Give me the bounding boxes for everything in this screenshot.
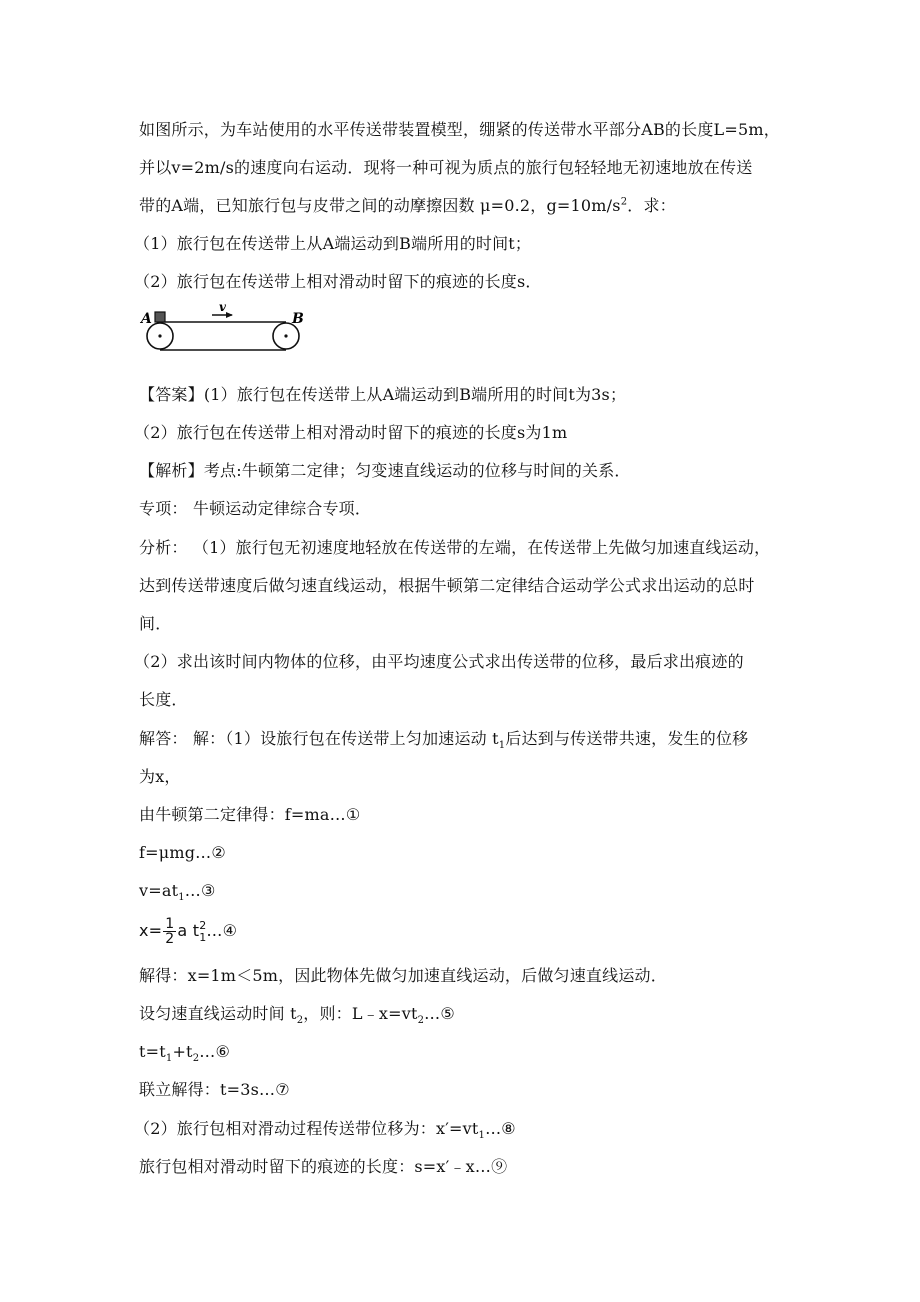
solution-result: 解得：x=1m＜5m，因此物体先做匀加速直线运动，后做匀速直线运动． [139,966,667,985]
label-a: A [141,311,152,327]
equation-6: $t=t_1+t_2\dots ⑥$ [139,1042,230,1065]
solution-line-2: 为x， [139,767,181,786]
analysis-tag: 【解析】 [139,461,204,480]
equation-5: 设匀速直线运动时间 $t_2$，则：$L﹣x=vt_2\dots ⑤$ [139,1004,455,1027]
analysis-fenxi-3: 间． [139,614,172,633]
equation-1: 由牛顿第二定律得：f=ma…① [139,805,361,824]
analysis-fenxi-4: （2）求出该时间内物体的位移，由平均速度公式求出传送带的位移，最后求出痕迹的 [134,652,744,671]
answer-line-2: （2）旅行包在传送带上相对滑动时留下的痕迹的长度s为1m [134,423,568,442]
problem-line-2: 并以v=2m/s的速度向右运动．现将一种可视为质点的旅行包轻轻地无初速地放在传送 [139,158,753,177]
fraction-one-half: $\frac{1}{2}$ [165,916,175,947]
equation-7: 联立解得：t=3s…⑦ [139,1080,290,1099]
equation-4: x= $\frac{1}{2}$ a t 2 1 …④ [139,916,238,947]
travel-bag [155,312,165,322]
analysis-fenxi-2: 达到传送带速度后做匀速直线运动，根据牛顿第二定律结合运动学公式求出运动的总时 [139,576,755,595]
analysis-fenxi-5: 长度． [139,690,188,709]
equation-2: f=μmg…② [139,843,226,862]
question-1: （1）旅行包在传送带上从A端运动到B端所用的时间t； [134,234,532,253]
problem-line-3: 带的A端，已知旅行包与皮带之间的动摩擦因数 μ=0.2，$g=10m/s^2$．求： [139,196,676,215]
label-b: B [292,311,304,327]
question-2: （2）旅行包在传送带上相对滑动时留下的痕迹的长度s． [134,272,542,291]
solution-line-1: 解答： 解：（1）设旅行包在传送带上匀加速运动 $t_1$后达到与传送带共速，发生的位移 [139,729,749,752]
equation-9: 旅行包相对滑动时留下的痕迹的长度：s=x′﹣x…⑨ [139,1157,508,1176]
analysis-kaodian: 【解析】考点:牛顿第二定律；匀变速直线运动的位移与时间的关系． [139,461,631,480]
answer-tag: 【答案】 [139,385,204,404]
right-pulley-axle [284,334,287,337]
left-pulley-axle [158,334,161,337]
problem-line-1: 如图所示，为车站使用的水平传送带装置模型，绷紧的传送带水平部分AB的长度L=5m， [139,120,780,139]
analysis-zhuanxiang: 专项： 牛顿运动定律综合专项． [139,499,372,518]
equation-3: $v=at_1\dots ③$ [139,881,216,904]
equation-8: （2）旅行包相对滑动过程传送带位移为：$x'=vt_1\dots ⑧$ [134,1119,516,1142]
velocity-arrowhead [226,312,233,318]
velocity-label: v [219,302,226,314]
analysis-fenxi-1: 分析： （1）旅行包无初速度地轻放在传送带的左端，在传送带上先做匀加速直线运动， [139,538,771,557]
conveyor-belt-figure [138,302,308,354]
t-sup-sub: 2 1 [199,918,207,944]
answer-line-1: 【答案】(1）旅行包在传送带上从A端运动到B端所用的时间t为3s； [139,385,627,404]
